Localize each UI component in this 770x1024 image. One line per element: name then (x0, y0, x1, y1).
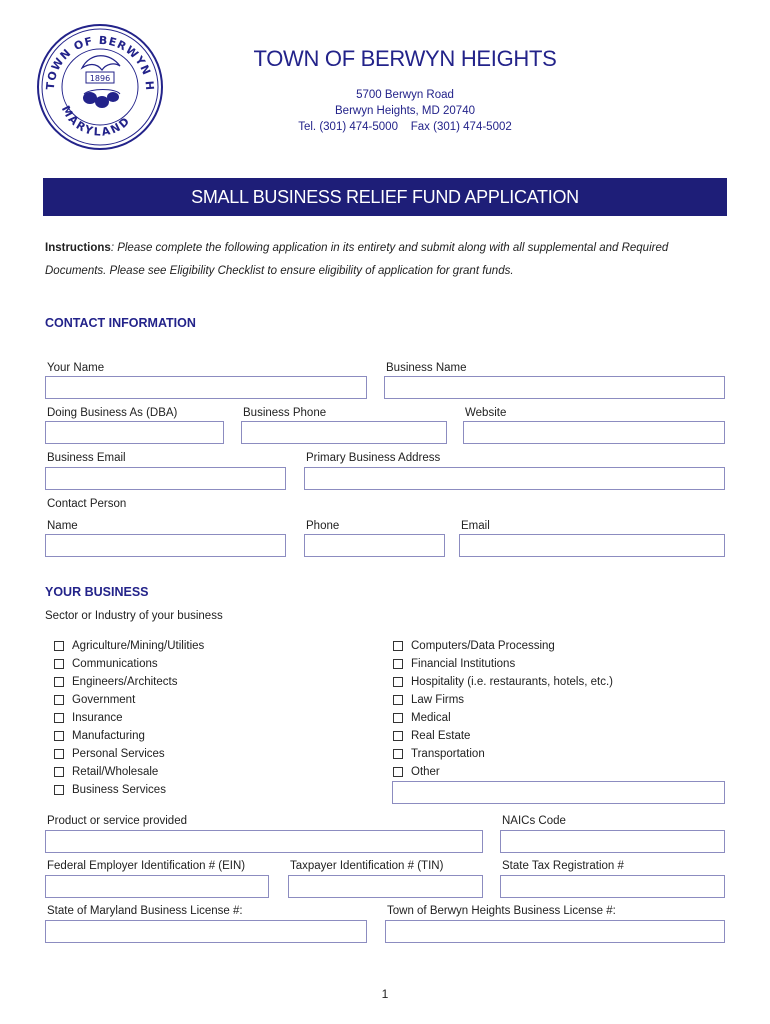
checkbox[interactable] (54, 767, 64, 777)
sector-option[interactable]: Transportation (393, 745, 613, 763)
sector-option[interactable]: Law Firms (393, 691, 613, 709)
contact-name-label: Name (47, 520, 78, 532)
state-tax-field[interactable] (500, 875, 725, 898)
sector-option[interactable]: Financial Institutions (393, 655, 613, 673)
website-label: Website (465, 407, 507, 419)
contact-section-heading: CONTACT INFORMATION (45, 316, 196, 330)
business-name-label: Business Name (386, 362, 467, 374)
contact-email-field[interactable] (459, 534, 725, 557)
business-name-field[interactable] (384, 376, 725, 399)
sector-options-left (54, 637, 204, 799)
checkbox[interactable] (393, 695, 403, 705)
address-line-1: 5700 Berwyn Road (356, 89, 454, 101)
checkbox[interactable] (54, 713, 64, 723)
other-sector-field[interactable] (392, 781, 725, 804)
checkbox[interactable] (393, 659, 403, 669)
page-number: 1 (381, 987, 389, 1001)
sector-option[interactable]: Agriculture/Mining/Utilities (54, 637, 204, 655)
checkbox[interactable] (54, 749, 64, 759)
sector-option[interactable]: Hospitality (i.e. restaurants, hotels, etc.) (393, 673, 613, 691)
checkbox[interactable] (54, 731, 64, 741)
md-license-field[interactable] (45, 920, 367, 943)
product-label: Product or service provided (47, 815, 187, 827)
sector-option[interactable]: Engineers/Architects (54, 673, 204, 691)
primary-address-label: Primary Business Address (306, 452, 441, 464)
instructions-line-1: Instructions: Please complete the following application in its entirety and submit along with all supplemental and Required (45, 242, 669, 254)
business-email-label: Business Email (47, 452, 126, 464)
contact-person-label: Contact Person (47, 498, 127, 510)
business-email-field[interactable] (45, 467, 286, 490)
contact-name-field[interactable] (45, 534, 286, 557)
address-line-2: Berwyn Heights, MD 20740 (335, 105, 475, 117)
seal-year: 1896 (89, 74, 111, 83)
seal-bottom-text: MARYLAND (58, 103, 134, 139)
checkbox[interactable] (54, 677, 64, 687)
checkbox[interactable] (393, 677, 403, 687)
ein-field[interactable] (45, 875, 269, 898)
website-field[interactable] (463, 421, 725, 444)
state-tax-label: State Tax Registration # (502, 860, 624, 872)
business-phone-field[interactable] (241, 421, 447, 444)
checkbox[interactable] (393, 731, 403, 741)
ein-label: Federal Employer Identification # (EIN) (47, 860, 246, 872)
sector-option[interactable]: Insurance (54, 709, 204, 727)
form-title-banner: SMALL BUSINESS RELIEF FUND APPLICATION (43, 178, 727, 216)
contact-phone-label: Phone (306, 520, 340, 532)
town-license-label: Town of Berwyn Heights Business License #: (387, 905, 616, 917)
town-seal-logo (34, 22, 166, 152)
town-license-field[interactable] (385, 920, 725, 943)
checkbox[interactable] (54, 785, 64, 795)
sector-option[interactable]: Retail/Wholesale (54, 763, 204, 781)
sector-option[interactable]: Real Estate (393, 727, 613, 745)
naics-field[interactable] (500, 830, 725, 853)
checkbox[interactable] (54, 659, 64, 669)
sector-option[interactable]: Manufacturing (54, 727, 204, 745)
checkbox[interactable] (393, 641, 403, 651)
sector-option[interactable]: Medical (393, 709, 613, 727)
sector-option[interactable]: Business Services (54, 781, 204, 799)
checkbox[interactable] (393, 749, 403, 759)
seal-top-text: TOWN OF BERWYN H (43, 33, 157, 92)
checkbox[interactable] (393, 767, 403, 777)
your-name-label: Your Name (47, 362, 105, 374)
tin-label: Taxpayer Identification # (TIN) (290, 860, 444, 872)
checkbox[interactable] (54, 695, 64, 705)
sector-option[interactable]: Computers/Data Processing (393, 637, 613, 655)
checkbox[interactable] (54, 641, 64, 651)
sector-option[interactable]: Government (54, 691, 204, 709)
instructions-line-2: Documents. Please see Eligibility Checklist to ensure eligibility of application for grant funds. (45, 265, 514, 277)
checkbox[interactable] (393, 713, 403, 723)
contact-email-label: Email (461, 520, 490, 532)
business-section-heading: YOUR BUSINESS (45, 585, 149, 599)
product-field[interactable] (45, 830, 483, 853)
dba-label: Doing Business As (DBA) (47, 407, 178, 419)
phone-fax-line: Tel. (301) 474-5000 Fax (301) 474-5002 (298, 121, 512, 133)
tin-field[interactable] (288, 875, 483, 898)
instructions-label: Instructions (45, 242, 111, 254)
town-title: TOWN OF BERWYN HEIGHTS (253, 46, 557, 71)
business-phone-label: Business Phone (243, 407, 327, 419)
sector-option[interactable]: Other (393, 763, 613, 781)
dba-field[interactable] (45, 421, 224, 444)
sector-label: Sector or Industry of your business (45, 610, 223, 622)
svg-text:MARYLAND (59, 104, 133, 139)
your-name-field[interactable] (45, 376, 367, 399)
sector-option[interactable]: Communications (54, 655, 204, 673)
primary-address-field[interactable] (304, 467, 725, 490)
contact-phone-field[interactable] (304, 534, 445, 557)
sector-options-right (393, 637, 613, 781)
naics-label: NAICs Code (502, 815, 566, 827)
sector-option[interactable]: Personal Services (54, 745, 204, 763)
md-license-label: State of Maryland Business License #: (47, 905, 243, 917)
